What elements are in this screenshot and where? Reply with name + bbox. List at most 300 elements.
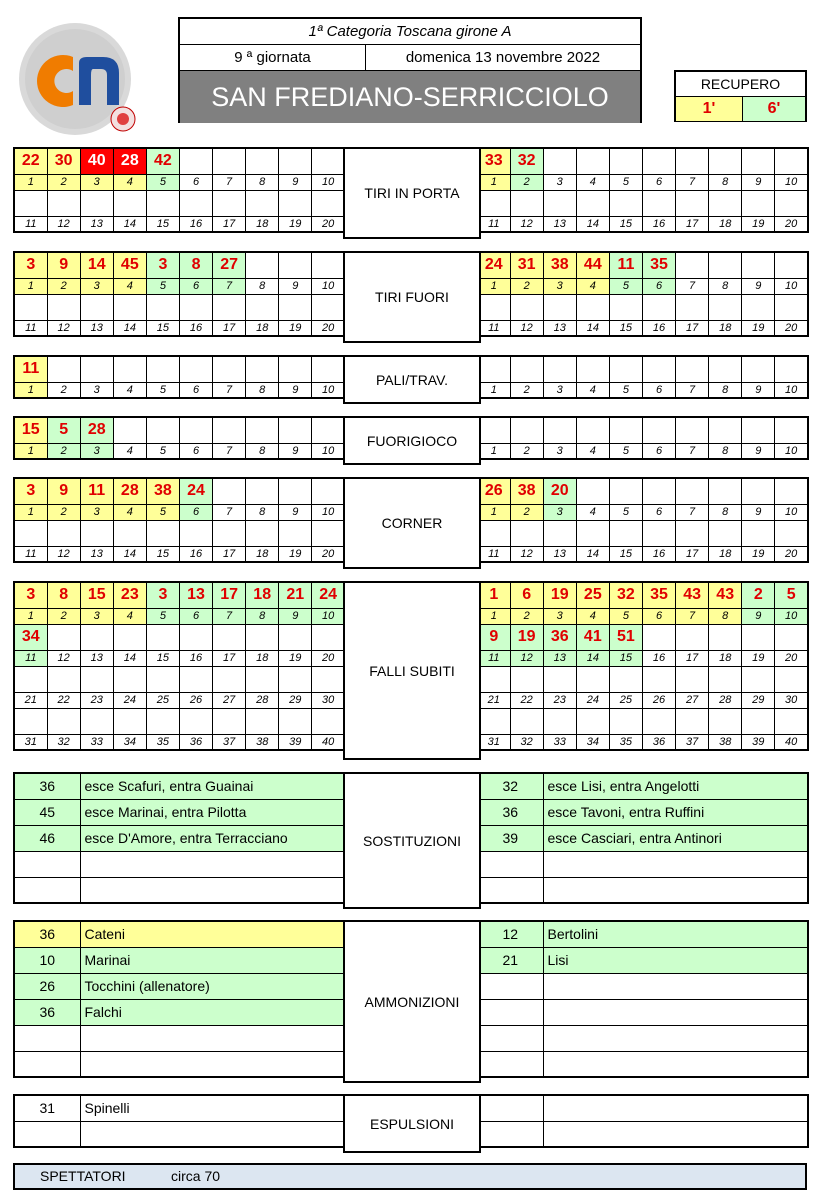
minute xyxy=(477,1051,543,1077)
event-minute xyxy=(609,356,642,382)
slot-number: 4 xyxy=(113,608,146,624)
slot-number: 39 xyxy=(279,734,312,750)
event-minute xyxy=(576,478,609,504)
slot-number: 6 xyxy=(642,278,675,294)
minute xyxy=(14,1025,80,1051)
event-minute xyxy=(146,417,179,443)
slot-number: 34 xyxy=(576,734,609,750)
slot-number: 10 xyxy=(775,443,808,459)
slot-number: 14 xyxy=(576,650,609,666)
slot-number: 10 xyxy=(312,174,345,190)
event-minute xyxy=(742,417,775,443)
slot-number: 16 xyxy=(179,546,212,562)
slot-number: 23 xyxy=(543,692,576,708)
slot-number: 7 xyxy=(213,443,246,459)
slot-number: 40 xyxy=(312,734,345,750)
ammonizioni-away-list xyxy=(476,920,809,1078)
fuorigioco-home-grid xyxy=(13,416,346,460)
slot-number: 18 xyxy=(709,216,742,232)
slot-number: 36 xyxy=(642,734,675,750)
slot-number: 26 xyxy=(179,692,212,708)
minute: 36 xyxy=(14,999,80,1025)
recupero-label: RECUPERO xyxy=(676,72,805,97)
entry-text xyxy=(543,973,808,999)
event-minute: 19 xyxy=(543,582,576,608)
slot-number: 7 xyxy=(676,382,709,398)
slot-number: 9 xyxy=(742,504,775,520)
minute: 26 xyxy=(14,973,80,999)
list-row xyxy=(477,947,808,973)
event-minute xyxy=(543,417,576,443)
slot-number: 4 xyxy=(576,608,609,624)
slot-number: 4 xyxy=(113,382,146,398)
event-minute: 5 xyxy=(775,582,808,608)
slot-number: 2 xyxy=(47,504,80,520)
slot-number: 14 xyxy=(113,546,146,562)
event-minute: 14 xyxy=(80,252,113,278)
category-label: SOSTITUZIONI xyxy=(363,832,461,849)
list-row xyxy=(14,999,345,1025)
event-minute xyxy=(676,417,709,443)
entry-text xyxy=(543,1051,808,1077)
slot-number: 24 xyxy=(113,692,146,708)
event-minute xyxy=(246,624,279,650)
minute xyxy=(477,851,543,877)
slot-number: 32 xyxy=(510,734,543,750)
slot-number: 19 xyxy=(279,546,312,562)
slot-number: 5 xyxy=(609,443,642,459)
slot-number: 15 xyxy=(609,650,642,666)
slot-number: 12 xyxy=(47,546,80,562)
slot-number: 1 xyxy=(14,504,47,520)
slot-number: 5 xyxy=(609,608,642,624)
sostituzioni-category xyxy=(343,772,481,909)
slot-number: 19 xyxy=(279,320,312,336)
slot-number: 18 xyxy=(709,320,742,336)
event-minute: 3 xyxy=(14,252,47,278)
event-minute xyxy=(312,624,345,650)
slot-number: 18 xyxy=(246,650,279,666)
event-minute xyxy=(80,356,113,382)
entry-text xyxy=(80,1025,345,1051)
list-row xyxy=(14,1121,345,1147)
list-row xyxy=(477,799,808,825)
slot-number: 7 xyxy=(213,504,246,520)
slot-number: 13 xyxy=(543,546,576,562)
slot-number: 11 xyxy=(14,650,47,666)
falli-home-grid xyxy=(13,581,346,751)
entry-text xyxy=(80,877,345,903)
entry-text xyxy=(543,1025,808,1051)
slot-number: 14 xyxy=(576,216,609,232)
slot-number: 13 xyxy=(543,650,576,666)
minute xyxy=(14,1121,80,1147)
slot-number: 15 xyxy=(609,216,642,232)
slot-number: 6 xyxy=(642,174,675,190)
slot-number: 7 xyxy=(213,382,246,398)
slot-number: 4 xyxy=(576,504,609,520)
slot-number: 13 xyxy=(80,216,113,232)
slot-number: 14 xyxy=(576,546,609,562)
event-minute: 24 xyxy=(477,252,510,278)
event-minute: 24 xyxy=(312,582,345,608)
event-minute xyxy=(742,148,775,174)
slot-number: 15 xyxy=(609,546,642,562)
slot-number: 7 xyxy=(213,174,246,190)
event-minute: 11 xyxy=(14,356,47,382)
slot-number: 3 xyxy=(80,174,113,190)
event-minute xyxy=(213,148,246,174)
slot-number: 2 xyxy=(510,443,543,459)
event-minute: 35 xyxy=(642,582,675,608)
entry-text xyxy=(543,999,808,1025)
slot-number: 8 xyxy=(246,382,279,398)
slot-number: 17 xyxy=(213,216,246,232)
slot-number: 13 xyxy=(543,320,576,336)
event-minute xyxy=(676,148,709,174)
event-minute xyxy=(642,356,675,382)
event-minute xyxy=(709,624,742,650)
slot-number: 10 xyxy=(312,278,345,294)
slot-number: 3 xyxy=(80,504,113,520)
slot-number: 29 xyxy=(279,692,312,708)
slot-number: 13 xyxy=(543,216,576,232)
minute: 36 xyxy=(14,773,80,799)
slot-number: 21 xyxy=(14,692,47,708)
slot-number: 28 xyxy=(709,692,742,708)
entry-text: Tocchini (allenatore) xyxy=(80,973,345,999)
event-minute xyxy=(742,624,775,650)
event-minute: 25 xyxy=(576,582,609,608)
event-minute xyxy=(246,252,279,278)
event-minute xyxy=(642,148,675,174)
slot-number: 7 xyxy=(676,608,709,624)
entry-text: Marinai xyxy=(80,947,345,973)
slot-number: 2 xyxy=(510,174,543,190)
event-minute xyxy=(576,148,609,174)
category-label: ESPULSIONI xyxy=(369,1115,455,1132)
spectators-bar xyxy=(13,1163,807,1190)
minute xyxy=(14,877,80,903)
slot-number: 7 xyxy=(676,278,709,294)
event-minute: 27 xyxy=(213,252,246,278)
slot-number: 28 xyxy=(246,692,279,708)
corner-away-grid xyxy=(476,477,809,563)
slot-number: 1 xyxy=(477,382,510,398)
event-minute: 24 xyxy=(179,478,212,504)
entry-text: esce Casciari, entra Antinori xyxy=(543,825,808,851)
list-row xyxy=(14,851,345,877)
event-minute xyxy=(510,417,543,443)
event-minute xyxy=(676,624,709,650)
slot-number: 18 xyxy=(709,546,742,562)
event-minute: 21 xyxy=(279,582,312,608)
event-minute xyxy=(113,624,146,650)
slot-number: 35 xyxy=(609,734,642,750)
slot-number: 8 xyxy=(246,174,279,190)
event-minute: 15 xyxy=(80,582,113,608)
slot-number: 3 xyxy=(543,504,576,520)
slot-number: 10 xyxy=(312,608,345,624)
list-row xyxy=(14,825,345,851)
category-label: TIRI FUORI xyxy=(375,289,449,305)
event-minute xyxy=(609,478,642,504)
list-row xyxy=(477,921,808,947)
slot-number: 20 xyxy=(312,546,345,562)
slot-number: 5 xyxy=(609,382,642,398)
event-minute xyxy=(213,624,246,650)
slot-number: 13 xyxy=(80,650,113,666)
event-minute: 3 xyxy=(146,582,179,608)
event-minute: 38 xyxy=(510,478,543,504)
event-minute: 2 xyxy=(742,582,775,608)
event-minute: 33 xyxy=(477,148,510,174)
slot-number: 33 xyxy=(543,734,576,750)
slot-number: 2 xyxy=(47,608,80,624)
minute xyxy=(14,1051,80,1077)
minute xyxy=(477,1025,543,1051)
event-minute xyxy=(213,478,246,504)
list-row xyxy=(14,921,345,947)
minute xyxy=(477,1121,543,1147)
slot-number: 11 xyxy=(14,216,47,232)
event-minute xyxy=(709,417,742,443)
tiri_in_porta-category xyxy=(343,147,481,239)
slot-number: 5 xyxy=(146,278,179,294)
event-minute xyxy=(775,417,808,443)
slot-number: 38 xyxy=(246,734,279,750)
slot-number: 17 xyxy=(676,320,709,336)
slot-number: 4 xyxy=(576,382,609,398)
event-minute: 22 xyxy=(14,148,47,174)
slot-number: 39 xyxy=(742,734,775,750)
slot-number: 8 xyxy=(246,443,279,459)
slot-number: 6 xyxy=(179,174,212,190)
event-minute xyxy=(609,417,642,443)
slot-number: 23 xyxy=(80,692,113,708)
espulsioni-category xyxy=(343,1094,481,1153)
entry-text xyxy=(80,1051,345,1077)
entry-text xyxy=(80,851,345,877)
falli-category xyxy=(343,581,481,760)
event-minute xyxy=(312,478,345,504)
slot-number: 11 xyxy=(477,546,510,562)
event-minute: 35 xyxy=(642,252,675,278)
event-minute xyxy=(709,478,742,504)
slot-number: 16 xyxy=(642,650,675,666)
slot-number: 8 xyxy=(246,504,279,520)
event-minute: 31 xyxy=(510,252,543,278)
slot-number: 2 xyxy=(47,443,80,459)
slot-number: 3 xyxy=(80,608,113,624)
entry-text: Falchi xyxy=(80,999,345,1025)
minute: 12 xyxy=(477,921,543,947)
slot-number: 9 xyxy=(742,278,775,294)
entry-text xyxy=(543,1121,808,1147)
list-row xyxy=(477,1051,808,1077)
slot-number: 5 xyxy=(609,504,642,520)
event-minute xyxy=(312,148,345,174)
slot-number: 3 xyxy=(543,382,576,398)
slot-number: 16 xyxy=(642,216,675,232)
minute: 36 xyxy=(14,921,80,947)
list-row xyxy=(477,999,808,1025)
event-minute xyxy=(742,356,775,382)
event-minute xyxy=(609,148,642,174)
slot-number: 21 xyxy=(477,692,510,708)
slot-number: 16 xyxy=(642,546,675,562)
minute: 32 xyxy=(477,773,543,799)
event-minute xyxy=(47,624,80,650)
slot-number: 9 xyxy=(742,608,775,624)
slot-number: 18 xyxy=(246,320,279,336)
pali-category xyxy=(343,355,481,404)
event-minute xyxy=(113,417,146,443)
event-minute: 23 xyxy=(113,582,146,608)
slot-number: 8 xyxy=(246,278,279,294)
slot-number: 4 xyxy=(576,443,609,459)
slot-number: 6 xyxy=(179,504,212,520)
event-minute xyxy=(742,252,775,278)
event-minute xyxy=(179,356,212,382)
list-row xyxy=(477,773,808,799)
recupero-second-half: 6' xyxy=(743,97,805,121)
slot-number: 7 xyxy=(213,608,246,624)
slot-number: 34 xyxy=(113,734,146,750)
event-minute: 3 xyxy=(14,478,47,504)
slot-number: 5 xyxy=(146,174,179,190)
slot-number: 10 xyxy=(775,504,808,520)
slot-number: 1 xyxy=(477,278,510,294)
slot-number: 6 xyxy=(179,278,212,294)
event-minute xyxy=(113,356,146,382)
slot-number: 17 xyxy=(676,546,709,562)
slot-number: 10 xyxy=(775,382,808,398)
event-minute: 43 xyxy=(709,582,742,608)
fuorigioco-category xyxy=(343,416,481,465)
event-minute xyxy=(477,356,510,382)
slot-number: 2 xyxy=(47,382,80,398)
event-minute: 28 xyxy=(113,148,146,174)
recupero-box xyxy=(674,70,807,122)
slot-number: 30 xyxy=(775,692,808,708)
slot-number: 17 xyxy=(676,650,709,666)
event-minute xyxy=(709,252,742,278)
slot-number: 9 xyxy=(742,382,775,398)
event-minute xyxy=(179,148,212,174)
event-minute xyxy=(279,252,312,278)
event-minute xyxy=(709,356,742,382)
slot-number: 15 xyxy=(146,216,179,232)
slot-number: 12 xyxy=(47,650,80,666)
slot-number: 5 xyxy=(146,608,179,624)
logo xyxy=(15,19,140,137)
espulsioni-home-list xyxy=(13,1094,346,1148)
slot-number: 2 xyxy=(47,174,80,190)
event-minute xyxy=(312,417,345,443)
entry-text: Cateni xyxy=(80,921,345,947)
slot-number: 6 xyxy=(179,443,212,459)
slot-number: 1 xyxy=(14,443,47,459)
event-minute xyxy=(246,148,279,174)
event-minute: 17 xyxy=(213,582,246,608)
slot-number: 5 xyxy=(146,504,179,520)
match-title: SAN FREDIANO-SERRICCIOLO xyxy=(180,71,640,123)
slot-number: 9 xyxy=(279,278,312,294)
event-minute xyxy=(146,356,179,382)
recupero-first-half: 1' xyxy=(676,97,743,121)
slot-number: 12 xyxy=(510,320,543,336)
slot-number: 14 xyxy=(113,216,146,232)
slot-number: 32 xyxy=(47,734,80,750)
slot-number: 10 xyxy=(775,174,808,190)
slot-number: 3 xyxy=(80,278,113,294)
slot-number: 16 xyxy=(179,650,212,666)
slot-number: 7 xyxy=(676,443,709,459)
slot-number: 14 xyxy=(113,320,146,336)
slot-number: 15 xyxy=(146,546,179,562)
slot-number: 3 xyxy=(543,608,576,624)
minute: 10 xyxy=(14,947,80,973)
cn-logo-icon xyxy=(15,19,140,137)
event-minute: 1 xyxy=(477,582,510,608)
event-minute: 19 xyxy=(510,624,543,650)
event-minute: 8 xyxy=(179,252,212,278)
slot-number: 1 xyxy=(14,174,47,190)
list-row xyxy=(477,973,808,999)
event-minute: 51 xyxy=(609,624,642,650)
slot-number: 20 xyxy=(775,546,808,562)
slot-number: 11 xyxy=(477,650,510,666)
entry-text: Bertolini xyxy=(543,921,808,947)
list-row xyxy=(14,947,345,973)
category-label: FUORIGIOCO xyxy=(366,432,458,449)
slot-number: 37 xyxy=(676,734,709,750)
slot-number: 14 xyxy=(576,320,609,336)
slot-number: 10 xyxy=(312,504,345,520)
event-minute: 13 xyxy=(179,582,212,608)
slot-number: 12 xyxy=(510,216,543,232)
espulsioni-away-list xyxy=(476,1094,809,1148)
slot-number: 12 xyxy=(510,546,543,562)
match-date: domenica 13 novembre 2022 xyxy=(405,49,601,66)
event-minute: 30 xyxy=(47,148,80,174)
entry-text: esce Scafuri, entra Guainai xyxy=(80,773,345,799)
event-minute xyxy=(510,356,543,382)
slot-number: 27 xyxy=(213,692,246,708)
event-minute: 9 xyxy=(477,624,510,650)
event-minute: 40 xyxy=(80,148,113,174)
slot-number: 20 xyxy=(775,650,808,666)
event-minute xyxy=(312,356,345,382)
minute xyxy=(477,973,543,999)
category-label: FALLI SUBITI xyxy=(369,662,455,679)
category-title: 1ª Categoria Toscana girone A xyxy=(180,19,640,45)
event-minute: 18 xyxy=(246,582,279,608)
slot-number: 4 xyxy=(113,504,146,520)
event-minute: 8 xyxy=(47,582,80,608)
slot-number: 6 xyxy=(179,608,212,624)
category-label: CORNER xyxy=(381,515,443,531)
slot-number: 1 xyxy=(14,608,47,624)
slot-number: 35 xyxy=(146,734,179,750)
event-minute xyxy=(179,624,212,650)
event-minute xyxy=(775,478,808,504)
event-minute xyxy=(179,417,212,443)
slot-number: 20 xyxy=(775,216,808,232)
slot-number: 16 xyxy=(179,320,212,336)
slot-number: 2 xyxy=(510,608,543,624)
